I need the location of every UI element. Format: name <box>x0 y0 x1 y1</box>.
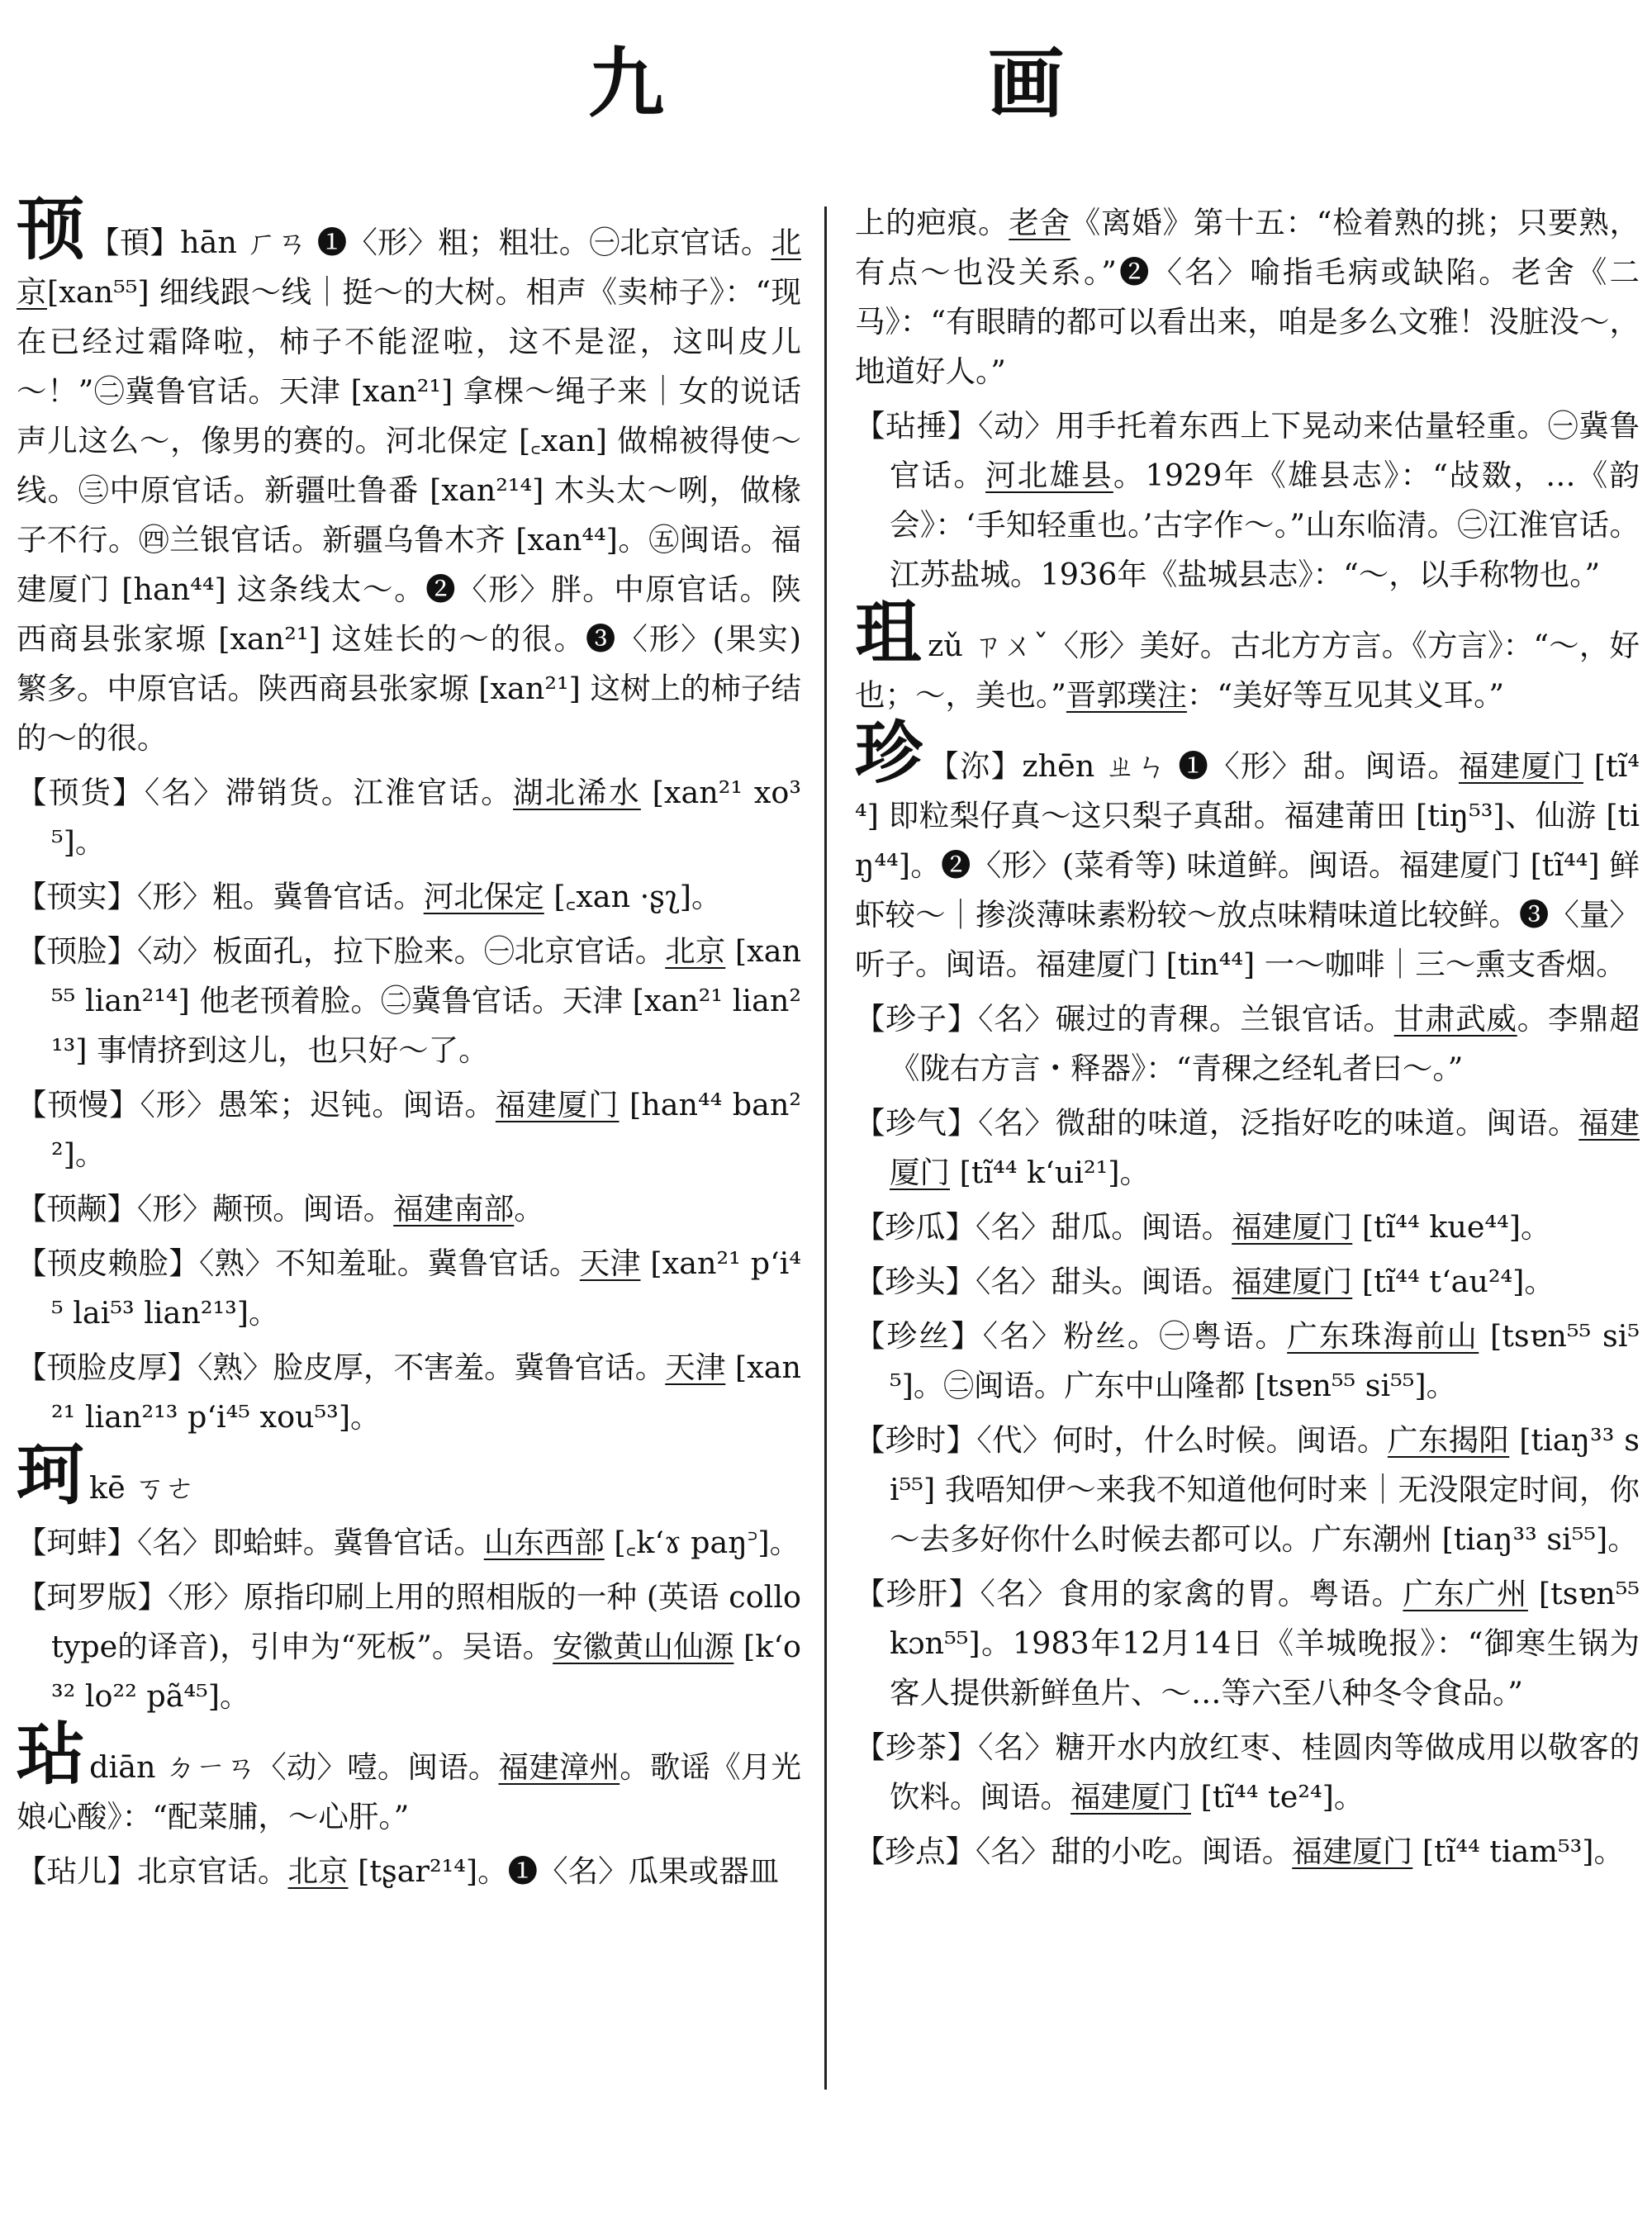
entry-text-continued: ：“美好等互见其义耳。” <box>1186 677 1504 713</box>
entry-text: 【珍肝】〈名〉食用的家禽的胃。粤语。 <box>855 1576 1403 1611</box>
entry-text: 【珍茶】〈名〉糖开水内放红枣、桂圆肉等做成用以敬客的饮料。闽语。 <box>855 1729 1640 1815</box>
page-title: 九 画 <box>587 40 1188 128</box>
place-name: 天津 <box>579 1245 641 1281</box>
entry-text-continued: [xan²¹ lian²¹³ pʻi⁴⁵ xou⁵³]。 <box>51 1350 801 1435</box>
entry-text-continued: [꜀kʻɤ paŋ꜄]。 <box>604 1525 800 1560</box>
headword-char: 玷 <box>17 1715 85 1794</box>
entry-text: 【玷捶】〈动〉用手托着东西上下晃动来估量轻重。㊀冀鲁官话。 <box>855 408 1640 493</box>
place-name: 河北雄县 <box>985 458 1113 493</box>
entry-text: 【珂蚌】〈名〉即蛤蚌。冀鲁官话。 <box>17 1525 484 1560</box>
entry-text: 【顸脸】〈动〉板面孔，拉下脸来。㊀北京官话。 <box>17 933 666 969</box>
entry-text-continued: 。 <box>514 1191 544 1226</box>
place-name: 福建厦门 <box>1292 1834 1413 1869</box>
place-name: 福建厦门 <box>1459 748 1583 784</box>
dictionary-entry <box>855 1827 1640 1877</box>
entry-text: 【顸脸皮厚】〈熟〉脸皮厚，不害羞。冀鲁官话。 <box>17 1350 666 1385</box>
place-name: 福建厦门 <box>890 1105 1640 1190</box>
entry-text-continued: [tiaŋ³³ si⁵⁵] 我唔知伊～来我不知道他何时来｜无没限定时间，你～去多好你什么时候去都可以。广东潮州 [tiaŋ³³ si⁵⁵]。 <box>890 1422 1640 1557</box>
dictionary-entry <box>855 1098 1640 1198</box>
entry-text: 【珍时】〈代〉何时，什么时候。闽语。 <box>855 1422 1388 1458</box>
dictionary-entry <box>17 1715 801 1842</box>
column-divider <box>824 206 827 2090</box>
entry-text-continued: [xan⁵⁵] 细线跟～线｜挺～的大树。相声《卖柿子》：“现在已经过霜降啦，柿子不能涩啦，这不是涩，这叫皮儿～！”㊁冀鲁官话。天津 [xan²¹] 拿棵～绳子来｜女的说话声儿这么～，像男的赛的。河北保定 [꜀xan] 做棉被得使～线。㊂中原官话。新疆吐鲁番 [xan²¹⁴] 木头太～咧，做椽子不行。㊃兰银官话。新疆乌鲁木齐 [xan⁴⁴]。㊄闽语。福建厦门 [han⁴⁴] 这条线太～。❷〈形〉胖。中原官话。陕西商县张家塬 [xan²¹] 这娃长的～的很。❸〈形〉(果实) 繁多。中原官话。陕西商县张家塬 [xan²¹] 这树上的柿子结的～的很。 <box>17 274 802 756</box>
place-name: 老舍 <box>1009 205 1070 240</box>
dictionary-entry <box>855 1312 1640 1411</box>
entry-text-continued: [tĩ⁴⁴ kʻui²¹]。 <box>950 1155 1150 1190</box>
entry-text: 【珍子】〈名〉碾过的青稞。兰银官话。 <box>855 1001 1394 1037</box>
dictionary-entry <box>17 1518 801 1568</box>
entry-text: 【顸货】〈名〉滞销货。江淮官话。 <box>17 775 514 810</box>
entry-text: 【玷儿】北京官话。 <box>17 1853 288 1889</box>
dictionary-entry <box>17 1184 801 1234</box>
entry-text-continued: [꜀xan ·ʂʅ]。 <box>544 879 722 914</box>
place-name: 福建漳州 <box>498 1749 620 1785</box>
place-name: 福建厦门 <box>1232 1209 1353 1245</box>
place-name: 天津 <box>665 1350 726 1385</box>
entry-text: 【珍丝】〈名〉粉丝。㊀粤语。 <box>855 1318 1288 1354</box>
entry-text: 【珍气】〈名〉微甜的味道，泛指好吃的味道。闽语。 <box>855 1105 1579 1141</box>
dictionary-entry <box>855 994 1640 1094</box>
entry-text: 【珍点】〈名〉甜的小吃。闽语。 <box>855 1834 1293 1869</box>
entry-text-continued: 。李鼎超《陇右方言・释器》：“青稞之经轧者曰～。” <box>890 1001 1640 1086</box>
headword-char: 珂 <box>17 1436 85 1515</box>
place-name: 晋郭璞注 <box>1066 677 1187 713</box>
entry-text-continued: [tĩ⁴⁴ te²⁴]。 <box>1191 1779 1365 1815</box>
dictionary-entry <box>855 1203 1640 1252</box>
entry-text-continued: [kʻo³² lo²² pã⁴⁵]。 <box>51 1629 801 1714</box>
place-name: 广东广州 <box>1403 1576 1528 1611</box>
entry-text-continued: [tĩ⁴⁴] 即粒梨仔真～这只梨子真甜。福建莆田 [tiŋ⁵³]、仙游 [tiŋ⁴⁴]。❷〈形〉(菜肴等) 味道鲜。闽语。福建厦门 [tĩ⁴⁴] 鲜虾较～｜掺淡薄味素粉较～放点味精味道比较鲜。❸〈量〉听子。闽语。福建厦门 [tin⁴⁴] 一～咖啡｜三～熏支香烟。 <box>855 748 1640 982</box>
left-column <box>17 191 802 1901</box>
entry-text-continued: [tsɐn⁵⁵ si⁵⁵]。㊁闽语。广东中山隆都 [tsɐn⁵⁵ si⁵⁵]。 <box>890 1318 1640 1403</box>
entry-text: zǔ ㄗㄨˇ〈形〉美好。古北方方言。《方言》：“～，好也；～，美也。” <box>855 628 1640 713</box>
place-name: 福建厦门 <box>495 1087 620 1122</box>
dictionary-entry <box>855 198 1640 396</box>
entry-text-continued: [tĩ⁴⁴ tiam⁵³]。 <box>1412 1834 1625 1869</box>
entry-text: 【顸皮赖脸】〈熟〉不知羞耻。冀鲁官话。 <box>17 1245 580 1281</box>
right-column <box>855 198 1640 1881</box>
entry-text-continued: [tʂar²¹⁴]。❶〈名〉瓜果或器皿 <box>348 1853 780 1889</box>
entry-text-continued: [tsɐn⁵⁵ kɔn⁵⁵]。1983年12月14日《羊城晚报》：“御寒生锅为客人提供新鲜鱼片、～…等六至八种冬令食品。” <box>890 1576 1640 1710</box>
entry-text-continued: [xan²¹ xo³⁵]。 <box>51 775 802 860</box>
dictionary-entry <box>17 1847 801 1896</box>
place-name: 福建南部 <box>393 1191 515 1226</box>
entry-text-continued: 《离婚》第十五：“检着熟的挑；只要熟，有点～也没关系。”❷〈名〉喻指毛病或缺陷。老舍《二马》：“有眼睛的都可以看出来，咱是多么文雅！没脏没～，地道好人。” <box>855 205 1640 389</box>
place-name: 安徽黄山仙源 <box>553 1629 734 1664</box>
entry-text-continued: 。歌谣《月光娘心酸》：“配菜脯，～心肝。” <box>17 1749 801 1834</box>
entry-text-continued: 。1929年《雄县志》：“敁敪，…《韵会》：‘手知轻重也。’古字作～。”山东临清。㊁江淮官话。江苏盐城。1936年《盐城县志》：“～，以手称物也。” <box>890 458 1640 592</box>
dictionary-entry <box>855 1569 1640 1718</box>
entry-text-continued: [han⁴⁴ ban²²]。 <box>51 1087 801 1172</box>
place-name: 福建厦门 <box>1070 1779 1191 1815</box>
place-name: 北京 <box>17 225 801 310</box>
dictionary-entry <box>855 1723 1640 1822</box>
dictionary-entry <box>17 872 801 922</box>
entry-text: 【珍瓜】〈名〉甜瓜。闽语。 <box>855 1209 1232 1245</box>
place-name: 北京 <box>287 1853 349 1889</box>
entry-text-continued: [tĩ⁴⁴ kue⁴⁴]。 <box>1352 1209 1551 1245</box>
place-name: 福建厦门 <box>1232 1264 1353 1299</box>
place-name: 北京 <box>665 933 726 969</box>
dictionary-entry <box>17 1343 801 1442</box>
dictionary-entry <box>17 1239 801 1338</box>
headword-char: 珍 <box>855 714 924 793</box>
dictionary-entry <box>17 1080 801 1179</box>
headword-char: 珇 <box>855 594 923 672</box>
place-name: 广东揭阳 <box>1387 1422 1510 1458</box>
entry-text: 【珂罗版】〈形〉原指印刷上用的照相版的一种 (英语 collotype的译音)，引申为“死板”。吴语。 <box>17 1579 801 1664</box>
entry-text: 【頇】hān ㄏㄢ ❶〈形〉粗；粗壮。㊀北京官话。 <box>89 225 771 260</box>
entry-text: 【顸颟】〈形〉颟顸。闽语。 <box>17 1191 394 1226</box>
place-name: 山东西部 <box>483 1525 605 1560</box>
entry-text-continued: [xan⁵⁵ lian²¹⁴] 他老顸着脸。㊁冀鲁官话。天津 [xan²¹ lian²¹³] 事情挤到这儿，也只好～了。 <box>51 933 801 1068</box>
dictionary-entry <box>17 927 801 1075</box>
place-name: 湖北浠水 <box>513 775 641 810</box>
entry-text: 上的疤痕。 <box>855 205 1009 240</box>
entry-text: 【顸实】〈形〉粗。冀鲁官话。 <box>17 879 424 914</box>
entry-text-continued: [xan²¹ pʻi⁴⁵ lai⁵³ lian²¹³]。 <box>51 1245 801 1331</box>
dictionary-entry <box>17 191 802 763</box>
entry-text-continued: [tĩ⁴⁴ tʻau²⁴]。 <box>1352 1264 1555 1299</box>
dictionary-entry <box>855 401 1640 600</box>
entry-text: kē ㄎㄜ <box>89 1470 196 1506</box>
dictionary-entry <box>855 1416 1640 1564</box>
entry-text: 【珍头】〈名〉甜头。闽语。 <box>855 1264 1232 1299</box>
place-name: 广东珠海前山 <box>1287 1318 1479 1354</box>
dictionary-entry <box>17 1573 801 1721</box>
headword-char: 顸 <box>17 191 85 269</box>
dictionary-entry <box>855 714 1640 989</box>
dictionary-entry <box>855 1257 1640 1307</box>
entry-text: 【顸慢】〈形〉愚笨；迟钝。闽语。 <box>17 1087 496 1122</box>
entry-text: diān ㄉㄧㄢ〈动〉噎。闽语。 <box>89 1749 499 1785</box>
dictionary-entry <box>17 1436 801 1515</box>
dictionary-entry <box>17 768 801 867</box>
entry-text: 【沵】zhēn ㄓㄣ ❶〈形〉甜。闽语。 <box>928 748 1459 784</box>
dictionary-entry <box>855 594 1640 720</box>
place-name: 甘肃武威 <box>1393 1001 1517 1037</box>
place-name: 河北保定 <box>423 879 544 914</box>
